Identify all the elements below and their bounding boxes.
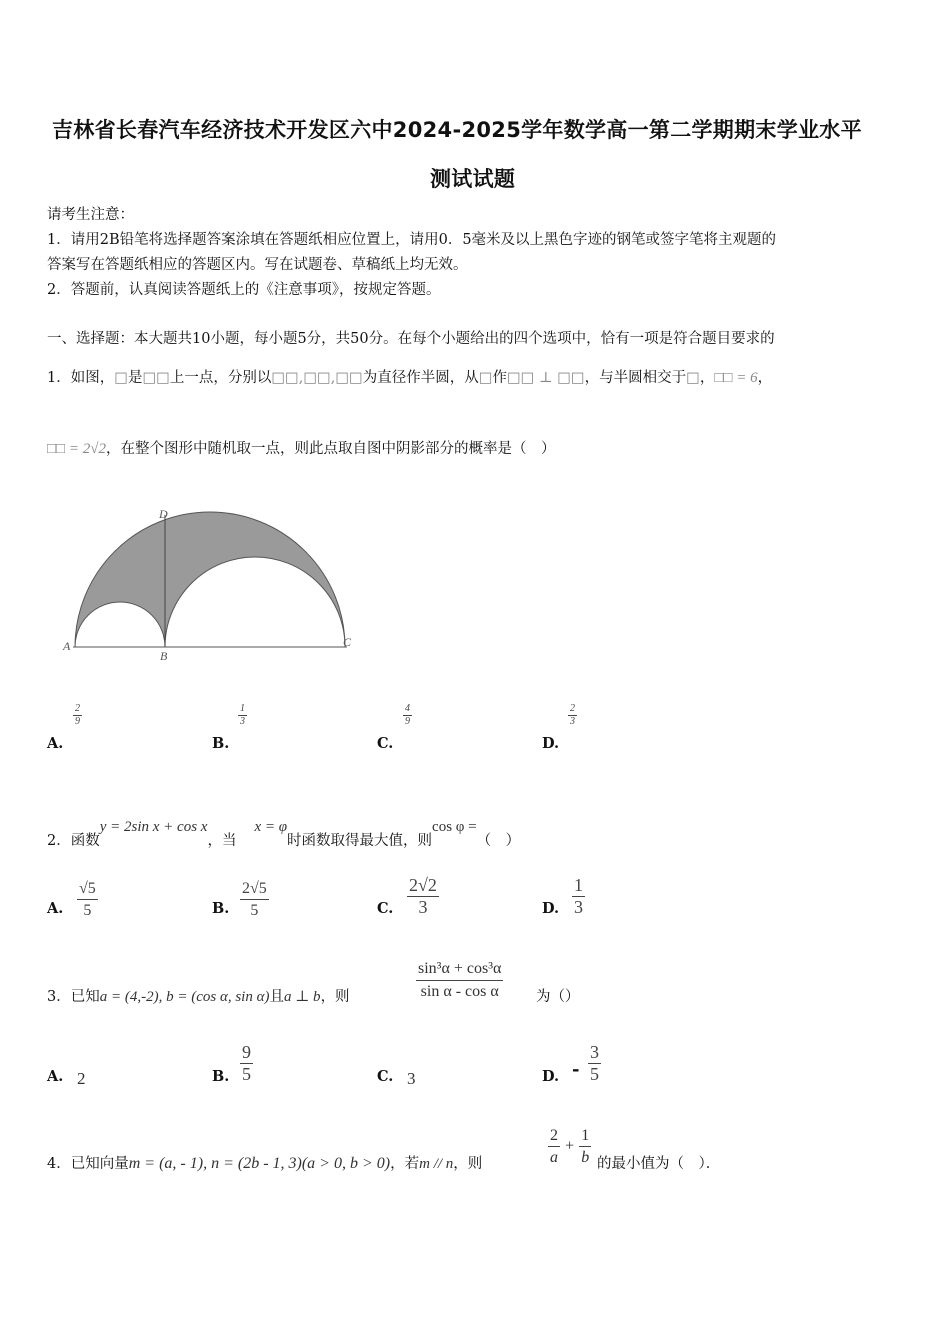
q3-tail: 为（） <box>536 989 580 1005</box>
q4-text: ，则 <box>453 1156 483 1172</box>
page-title: 吉林省长春汽车经济技术开发区六中2024-2025学年数学高一第二学期期末学业水平 <box>52 118 862 142</box>
fraction-denominator: a <box>550 1149 558 1166</box>
q3-number: 3． <box>47 989 71 1005</box>
fraction-numerator: 2√2 <box>409 875 437 895</box>
fraction-numerator: 9 <box>242 1042 251 1062</box>
placeholder-glyph: □ <box>686 370 700 386</box>
q1-text: 上一点，分别以 <box>169 370 272 386</box>
q1-line-1 <box>47 366 772 387</box>
option-fraction <box>77 878 98 921</box>
option-value: 2 <box>77 1069 86 1088</box>
option-letter: B. <box>212 900 230 917</box>
q2-line <box>47 815 521 849</box>
fraction-denominator: 3 <box>574 897 583 917</box>
fraction-numerator: 4 <box>405 703 410 714</box>
fraction-numerator: sin³α + cos³α <box>418 960 502 977</box>
q1-text: 如图， <box>70 370 115 386</box>
q2-text: 时函数取得最大值，则 <box>287 833 433 849</box>
label-a: A <box>63 639 71 653</box>
q1-text: ，与半圆相交于 <box>584 370 687 386</box>
q1-text: ，在整个图形中随机取一点，则此点取自图中阴影部分的概率是（ ） <box>105 441 556 457</box>
q1-line-2 <box>47 437 555 458</box>
fraction-denominator: 9 <box>75 716 80 727</box>
placeholder-glyph: □ <box>478 370 493 386</box>
option-letter: C. <box>377 1068 394 1085</box>
expression-fraction <box>416 958 503 1003</box>
q3-text: 且 <box>269 989 284 1005</box>
option-letter: A. <box>47 735 64 752</box>
fraction-denominator: 3 <box>240 716 245 727</box>
fraction-denominator: 5 <box>83 902 92 919</box>
q1-ab-equation: □□ = 6 <box>714 370 758 386</box>
plus-sign: + <box>565 1137 575 1155</box>
q4-tail: 的最小值为（ ）． <box>597 1156 721 1172</box>
q2-text: （ ） <box>476 833 521 849</box>
q1-number: 1． <box>47 370 71 386</box>
q1-text: ， <box>699 370 715 386</box>
q2-text: 函数 <box>70 833 100 849</box>
q4-text: 已知向量 <box>70 1156 129 1172</box>
q1-text: 作 <box>492 370 507 386</box>
option-fraction <box>73 703 82 728</box>
q3-line <box>47 985 350 1006</box>
fraction-denominator: 3 <box>570 716 575 727</box>
section-heading: 一、选择题：本大题共10小题，每小题5分，共50分。在每个小题给出的四个选项中，恰有一项是符合题目要求的 <box>47 331 775 347</box>
fraction-numerator: 2 <box>75 703 80 714</box>
option-fraction <box>588 1042 601 1085</box>
option-letter: D. <box>542 1068 560 1085</box>
option-letter: A. <box>47 1068 64 1085</box>
fraction-numerator: 3 <box>590 1042 599 1062</box>
placeholder-glyph: □□ ⊥ □□ <box>506 370 585 386</box>
fraction-denominator: 5 <box>590 1064 599 1084</box>
option-letter: A. <box>47 900 64 917</box>
q4-text: ，若 <box>390 1156 420 1172</box>
q2-function: y = 2sin x + cos x <box>99 819 208 835</box>
q1-bd-equation: □□ = 2√2 <box>47 441 106 457</box>
q4-parallel: m // n <box>419 1156 454 1172</box>
fraction-denominator: sin α - cos α <box>420 983 499 1000</box>
fraction-numerator: 1 <box>581 1127 590 1144</box>
option-fraction <box>568 703 577 728</box>
fraction-numerator: √5 <box>79 880 96 897</box>
q2-number: 2． <box>47 833 71 849</box>
q4-number: 4． <box>47 1156 71 1172</box>
fraction-numerator: 2 <box>570 703 575 714</box>
q2-text: ，当 <box>207 833 237 849</box>
option-letter: B. <box>212 1068 230 1085</box>
q3-perpendicular: a ⊥ b <box>283 989 321 1005</box>
option-fraction <box>240 1042 253 1085</box>
fraction-numerator: 1 <box>574 875 583 895</box>
option-letter: D. <box>542 735 560 752</box>
option-letter: B. <box>212 735 230 752</box>
option-letter: C. <box>377 900 394 917</box>
notice-item-1-line-2: 答案写在答题纸相应的答题区内。写在试题卷、草稿纸上均无效。 <box>47 257 468 273</box>
shaded-region <box>75 512 345 647</box>
q3-expression-fraction <box>416 958 503 1003</box>
fraction-numerator: 2 <box>550 1127 558 1144</box>
option-fraction <box>240 878 269 921</box>
fraction-numerator: 2√5 <box>242 880 267 897</box>
fraction-denominator: 5 <box>242 1064 251 1084</box>
option-fraction <box>403 703 412 728</box>
fraction-denominator: 3 <box>418 897 428 917</box>
q1-text: 为直径作半圆，从 <box>362 370 479 386</box>
q3-text: 已知 <box>70 989 100 1005</box>
option-letter: C. <box>377 735 394 752</box>
placeholder-glyph: □□,□□,□□ <box>271 370 363 386</box>
q1-semicircle-diagram <box>55 500 365 665</box>
page-title-line2: 测试试题 <box>430 167 516 191</box>
label-d: D <box>159 507 168 521</box>
label-c: C <box>343 635 352 649</box>
q1-text: 是 <box>127 370 143 386</box>
option-fraction <box>572 875 585 918</box>
q2-cos-phi: cos φ = <box>432 819 477 835</box>
option-sign: - <box>572 1059 580 1080</box>
q4-vectors: m = (a, - 1), n = (2b - 1, 3)(a > 0, b > 0) <box>128 1155 391 1172</box>
placeholder-glyph: □ <box>114 370 128 386</box>
option-fraction <box>238 703 247 728</box>
option-value: 3 <box>407 1069 416 1088</box>
option-fraction <box>407 875 439 918</box>
notice-item-1-line-1: 1．请用2B铅笔将选择题答案涂填在答题纸相应位置上，请用0．5毫米及以上黑色字迹的钢笔或签字笔将主观题的 <box>47 232 777 248</box>
notice-item-2: 2．答题前，认真阅读答题纸上的《注意事项》，按规定答题。 <box>47 282 441 298</box>
fraction-denominator: b <box>581 1149 590 1166</box>
q3-vectors: a = (4,-2), b = (cos α, sin α) <box>99 989 270 1005</box>
placeholder-glyph: □□ <box>142 370 170 386</box>
option-letter: D. <box>542 900 560 917</box>
q1-text: ， <box>757 370 773 386</box>
q2-x-phi: x = φ <box>254 819 288 835</box>
q4-fraction-sum <box>548 1125 591 1168</box>
fraction-denominator: 5 <box>250 902 259 919</box>
fraction-denominator: 9 <box>405 716 410 727</box>
label-b: B <box>160 649 168 663</box>
fraction-1-over-b <box>579 1125 591 1168</box>
fraction-2-over-a <box>548 1125 560 1168</box>
fraction-numerator: 1 <box>240 703 245 714</box>
notice-heading: 请考生注意： <box>47 207 134 223</box>
q4-line <box>47 1152 482 1173</box>
q3-text: ，则 <box>320 989 350 1005</box>
